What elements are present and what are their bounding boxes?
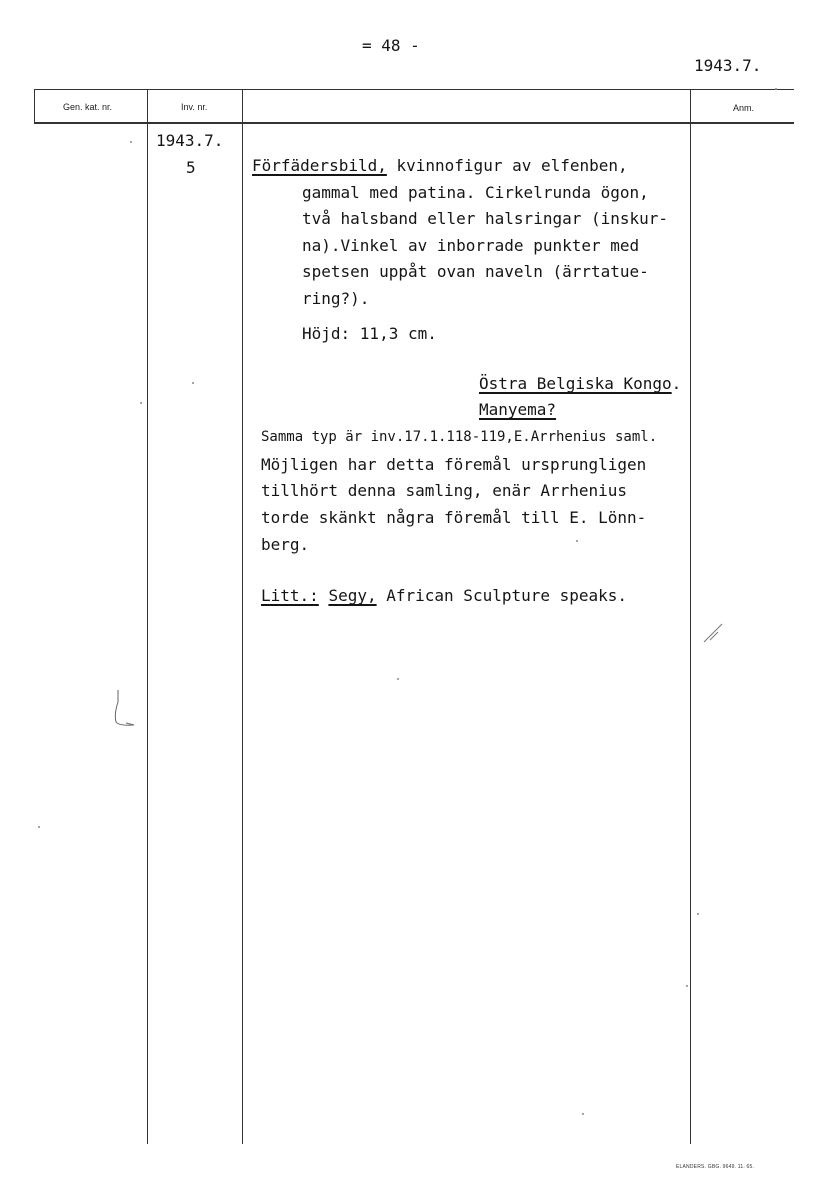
entry-note-line: Möjligen har detta föremål ursprungligen bbox=[261, 455, 647, 474]
literature-author: Segy, bbox=[328, 586, 377, 605]
table-top-rule bbox=[34, 89, 794, 90]
speck bbox=[397, 678, 399, 680]
entry-line: två halsband eller halsringar (inskur- bbox=[302, 209, 669, 228]
literature-label: Litt.: bbox=[261, 586, 319, 605]
entry-title-line bbox=[252, 156, 628, 175]
entry-line: gammal med patina. Cirkelrunda ögon, bbox=[302, 183, 649, 202]
speck bbox=[697, 913, 699, 915]
header-inv: Inv. nr. bbox=[181, 102, 208, 112]
header-anm: Anm. bbox=[733, 103, 755, 113]
entry-note-line: berg. bbox=[261, 535, 310, 554]
speck bbox=[582, 1113, 584, 1115]
speck bbox=[38, 826, 40, 828]
entry-note-line: torde skänkt några föremål till E. Lönn- bbox=[261, 508, 647, 527]
pencil-mark bbox=[110, 688, 140, 734]
inv-series: 1943.7. bbox=[156, 131, 224, 150]
column-divider-3 bbox=[690, 89, 691, 1144]
printer-mark: ELANDERS. GBG. 9649. 11. 65. bbox=[676, 1164, 755, 1170]
page-number: = 48 - bbox=[362, 36, 420, 55]
entry-line: spetsen uppåt ovan naveln (ärrtatue- bbox=[302, 262, 649, 281]
entry-line: na).Vinkel av inborrade punkter med bbox=[302, 236, 640, 255]
speck bbox=[686, 985, 688, 987]
entry-height: Höjd: 11,3 cm. bbox=[302, 324, 437, 343]
column-divider-1 bbox=[147, 89, 148, 1144]
entry-literature bbox=[261, 586, 627, 605]
entry-note-line: tillhört denna samling, enär Arrhenius bbox=[261, 481, 628, 500]
entry-region-text: Manyema? bbox=[479, 400, 557, 419]
entry-same-type: Samma typ är inv.17.1.118-119,E.Arrhenius saml. bbox=[261, 429, 658, 445]
speck bbox=[576, 540, 578, 542]
speck bbox=[130, 141, 132, 143]
speck bbox=[140, 402, 142, 404]
entry-origin: Östra Belgiska Kongo bbox=[479, 374, 672, 393]
entry-line: ring?). bbox=[302, 289, 370, 308]
column-divider-0 bbox=[34, 89, 35, 123]
speck bbox=[775, 88, 777, 90]
header-gen-kat: Gen. kat. nr. bbox=[63, 102, 113, 112]
entry-origin-line bbox=[479, 374, 681, 393]
pencil-tick-mark bbox=[700, 616, 730, 646]
column-divider-2 bbox=[242, 89, 243, 1144]
entry-title-rest: kvinnofigur av elfenben, bbox=[386, 156, 628, 175]
entry-title: Förfädersbild, bbox=[252, 156, 387, 175]
inv-item-number: 5 bbox=[186, 158, 196, 177]
literature-title: African Sculpture speaks. bbox=[376, 586, 628, 605]
catalog-number-corner: 1943.7. bbox=[694, 56, 762, 75]
table-header-rule bbox=[34, 122, 794, 124]
speck bbox=[192, 382, 194, 384]
entry-region bbox=[479, 400, 556, 419]
entry-origin-dot: . bbox=[671, 374, 682, 393]
